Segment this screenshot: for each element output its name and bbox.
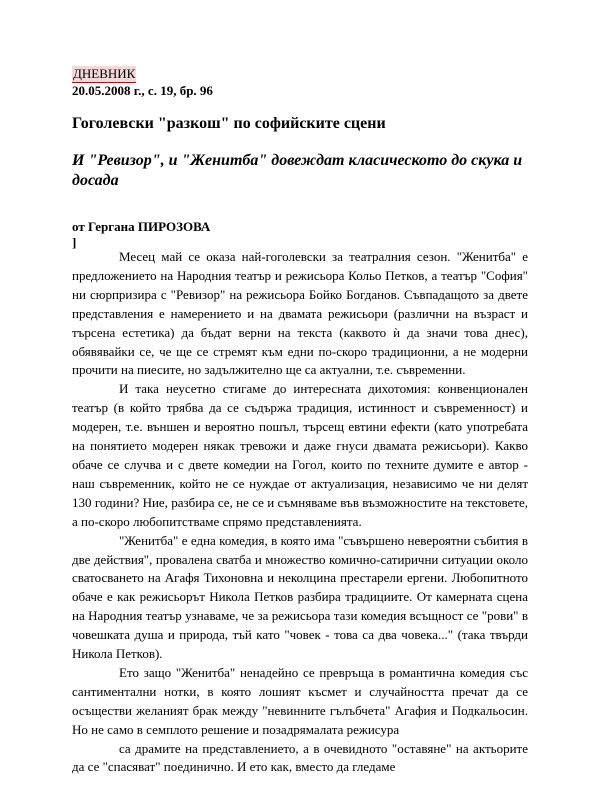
article-body [72, 248, 528, 777]
paragraph: Месец май се оказа най-гоголевски за театралния сезон. "Женитба" е предложението на Народния театър и режисьора Кольо Петков, а театър "София" ни сюрпризира с "Ревизор" на режисьора Бойко Богданов. Съвпадащото за двете представления е намерението и на двамата режисьори (различни на възраст и търсена естетика) да бъдат верни на текста (каквото ѝ да значи това днес), обявявайки се, че ще се стремят към едни по-скоро традиционни, а не модерни прочити на пиесите, но задължително ще са актуални, т.е. съвременни. [72, 249, 528, 378]
issue-info: 20.05.2008 г., с. 19, бр. 96 [72, 83, 213, 98]
article-headline: Гоголевски "разкош" по софийските сцени [72, 115, 386, 132]
paragraph: "Женитба" е една комедия, в която има "съвършено невероятни събития в две действия", провалена сватба и множество комично-сатирични ситуации около сватосването на Агафя Тихоновна и неколцина престарели ергени. Любопитното обаче е как режисьорът Никола Петков разбира традициите. От камерната сцена на Народния театър узнаваме, че за режисьора тази комедия всъщност се "рови" в човешката душа и природа, тъй като "човек - това са два човека..." (така твърди Никола Петков). [72, 532, 528, 662]
bracket-mark: ] [72, 235, 77, 250]
article-subheadline: И "Ревизор", и "Женитба" довеждат класическото до скука и досада [72, 152, 523, 189]
paragraph: са драмите на представлението, а в очевидното "оставяне" на актьорите да се "спасяват" поединично. И ето как, вместо да гледаме [72, 740, 528, 775]
paragraph: Ето защо "Женитба" ненадейно се превръща в романтична комедия със сантиментални нотки, в която лошият късмет и случайността пречат да се осъществи желаният брак между "невинните гълъбчета" Агафия и Подкальосин. Но не само в семплото решение и позадрямалата режисура [72, 664, 528, 737]
paragraph: И така неусетно стигаме до интересната дихотомия: конвенционален театър (в който трябва да се съдържа традиция, истинност и съвременност) и модерен, т.е. външен и вероятно пошъл, търсещ евтини ефекти (като употребата на понятието модерен някак тревожи и даже гнуси двамата режисьори). Какво обаче се случва и с двете комедии на Гогол, които по техните думите е автор - наш съвременник, който не се нуждае от актуализация, независимо че ни делят 130 години? Ние, разбира се, не се и съмняваме във възможностите на текстовете, а по-скоро любопитстваме спрямо представленията. [72, 381, 528, 529]
article-byline: от Гергана ПИРОЗОВА [72, 219, 211, 234]
source-name: ДНЕВНИК [73, 66, 136, 81]
